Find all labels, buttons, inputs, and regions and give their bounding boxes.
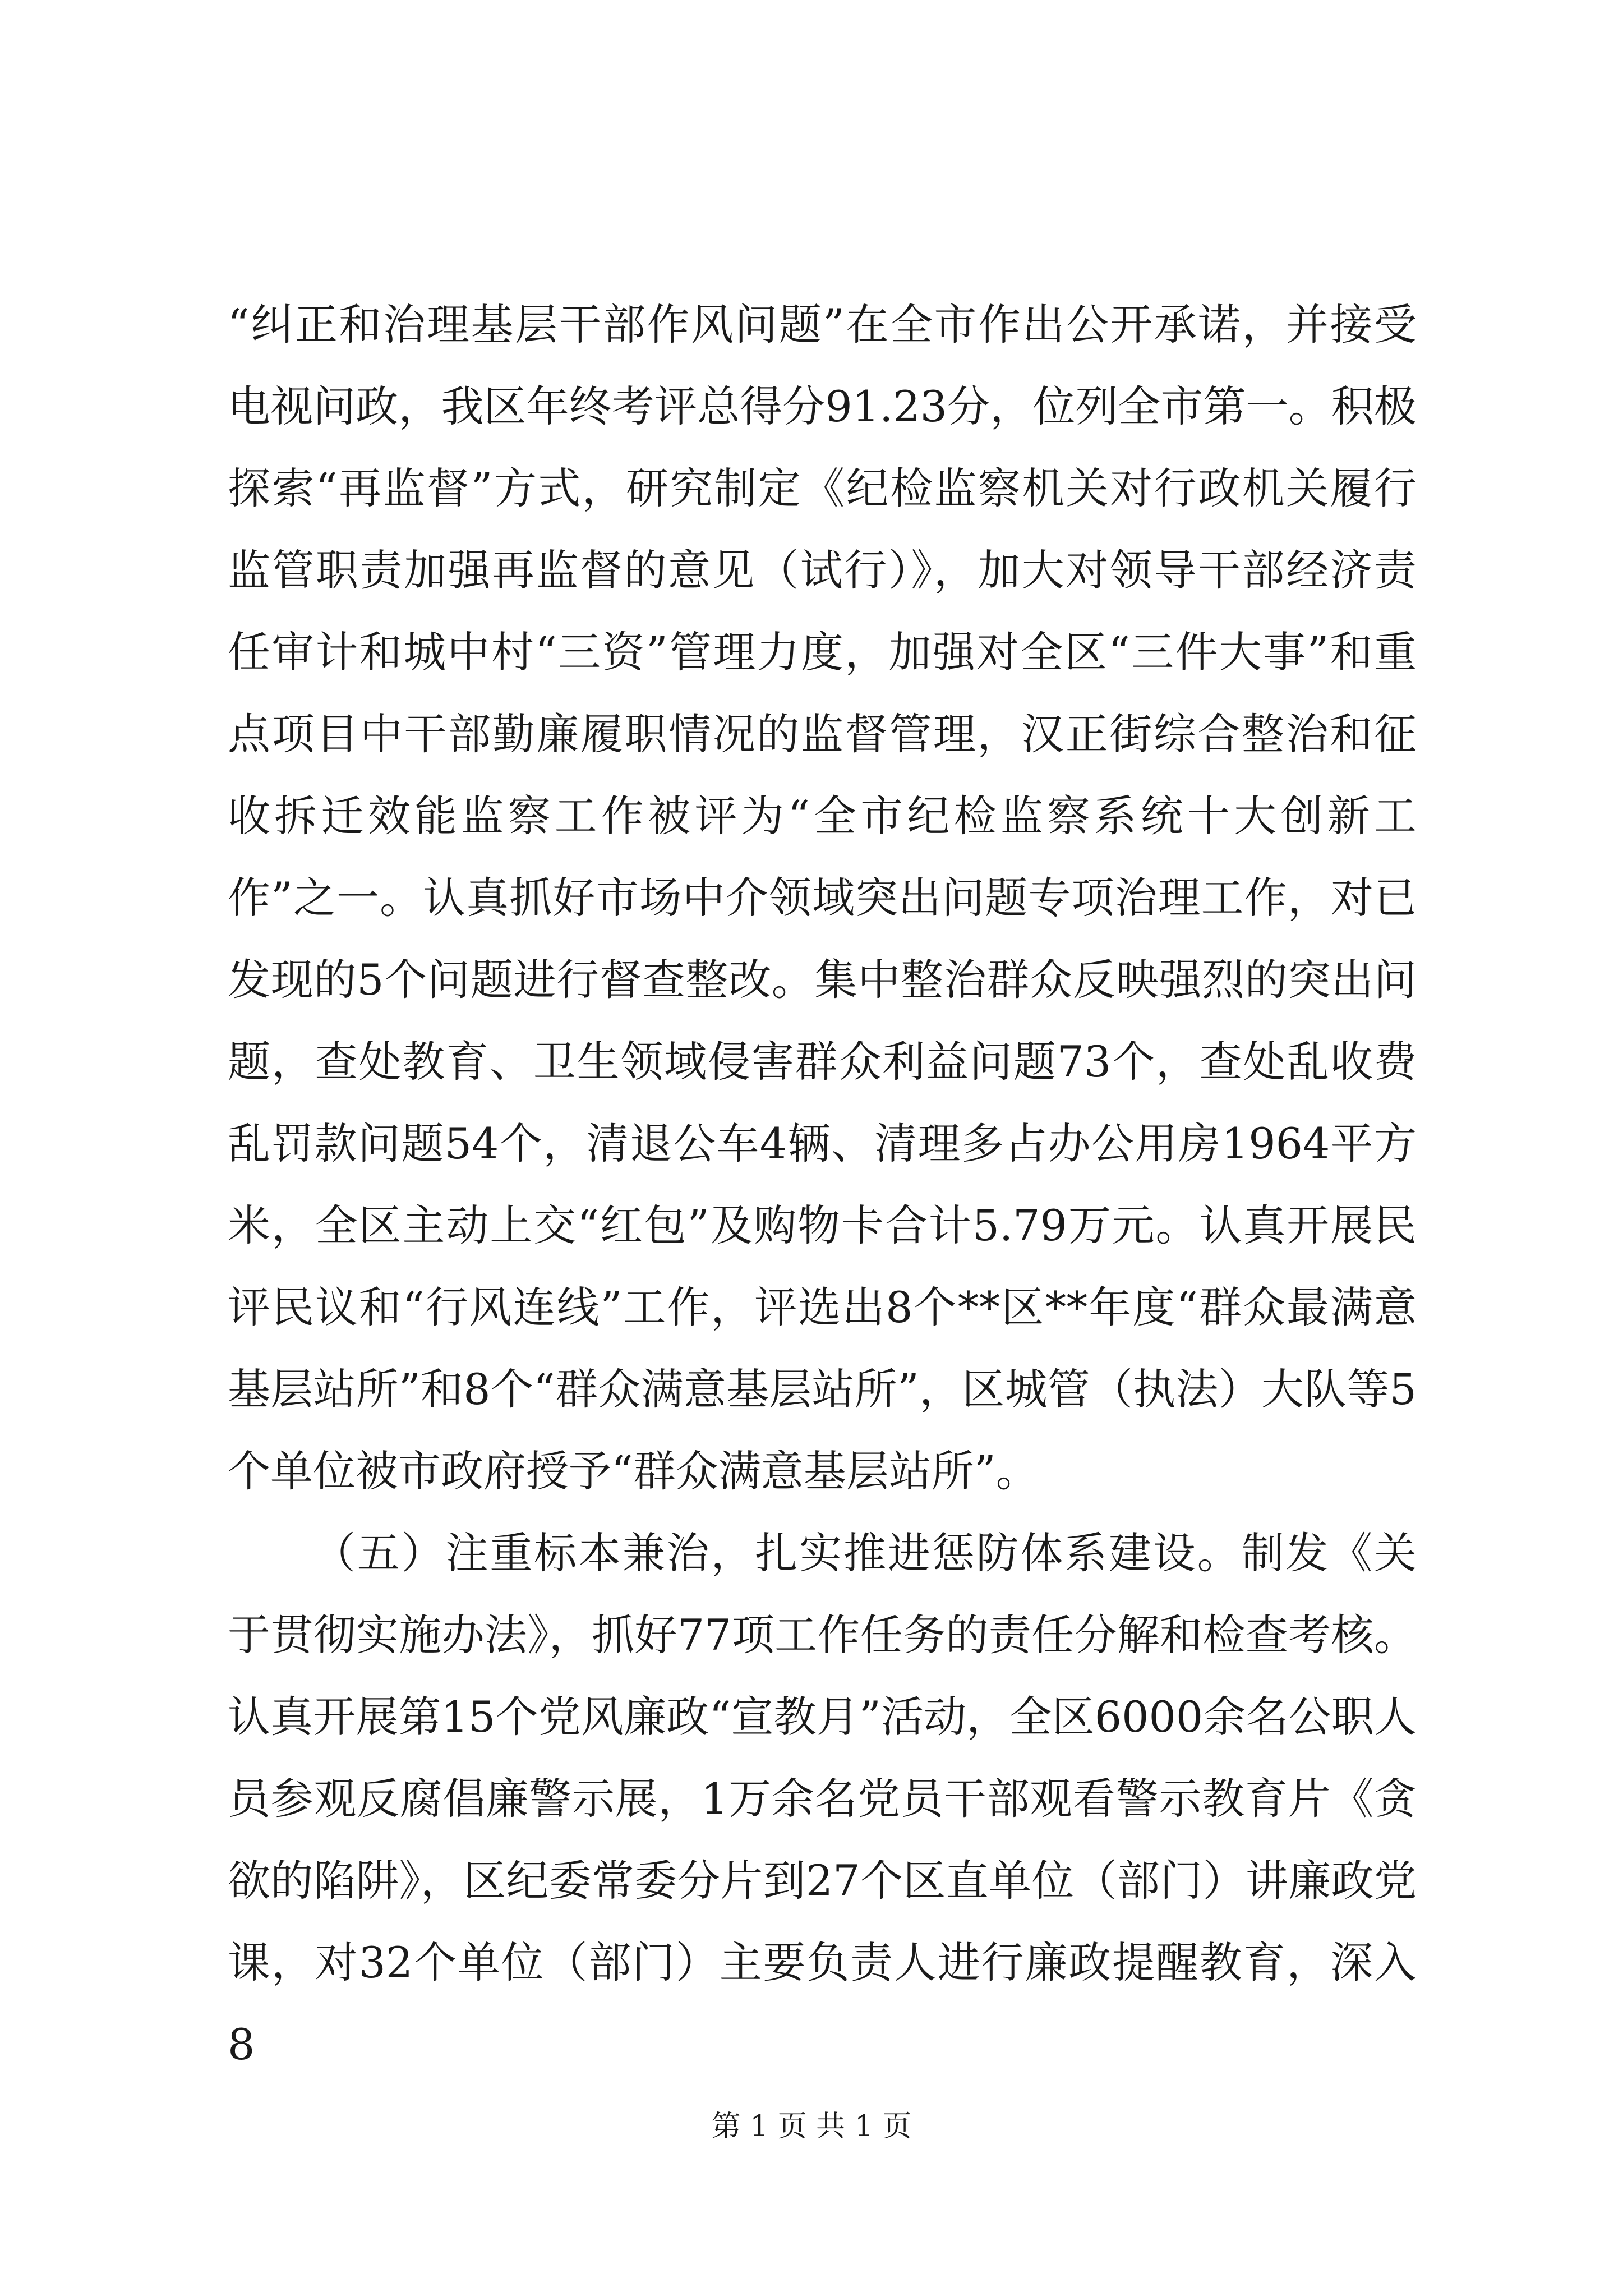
paragraph-1: “纠正和治理基层干部作风问题”在全市作出公开承诺，并接受电视问政，我区年终考评总得分91.23分，位列全市第一。积极探索“再监督”方式，研究制定《纪检监察机关对行政机关履行监管职责加强再监督的意见（试行）》，加大对领导干部经济责任审计和城中村“三资”管理力度，加强对全区“三件大事”和重点项目中干部勤廉履职情况的监督管理，汉正街综合整治和征收拆迁效能监察工作被评为“全市纪检监察系统十大创新工作”之一。认真抓好市场中介领域突出问题专项治理工作，对已发现的5个问题进行督查整改。集中整治群众反映强烈的突出问题，查处教育、卫生领域侵害群众利益问题73个，查处乱收费乱罚款问题54个，清退公车4辆、清理多占办公用房1964平方米，全区主动上交“红包”及购物卡合计5.79万元。认真开展民评民议和“行风连线”工作，评选出8个**区**年度“群众最满意基层站所”和8个“群众满意基层站所”，区城管（执法）大队等5个单位被市政府授予“群众满意基层站所”。	[228, 300, 1417, 1496]
paragraph-2: （五）注重标本兼治，扎实推进惩防体系建设。制发《关于贯彻实施办法》，抓好77项工作任务的责任分解和检查考核。认真开展第15个党风廉政“宣教月”活动，全区6000余名公职人员参观反腐倡廉警示展，1万余名党员干部观看警示教育片《贪欲的陷阱》，区纪委常委分片到27个区直单位（部门）讲廉政党课，对32个单位（部门）主要负责人进行廉政提醒教育，深入8	[228, 1528, 1417, 2069]
page-footer: 第 1 页 共 1 页	[711, 2110, 912, 2143]
document-body	[228, 284, 1417, 2086]
